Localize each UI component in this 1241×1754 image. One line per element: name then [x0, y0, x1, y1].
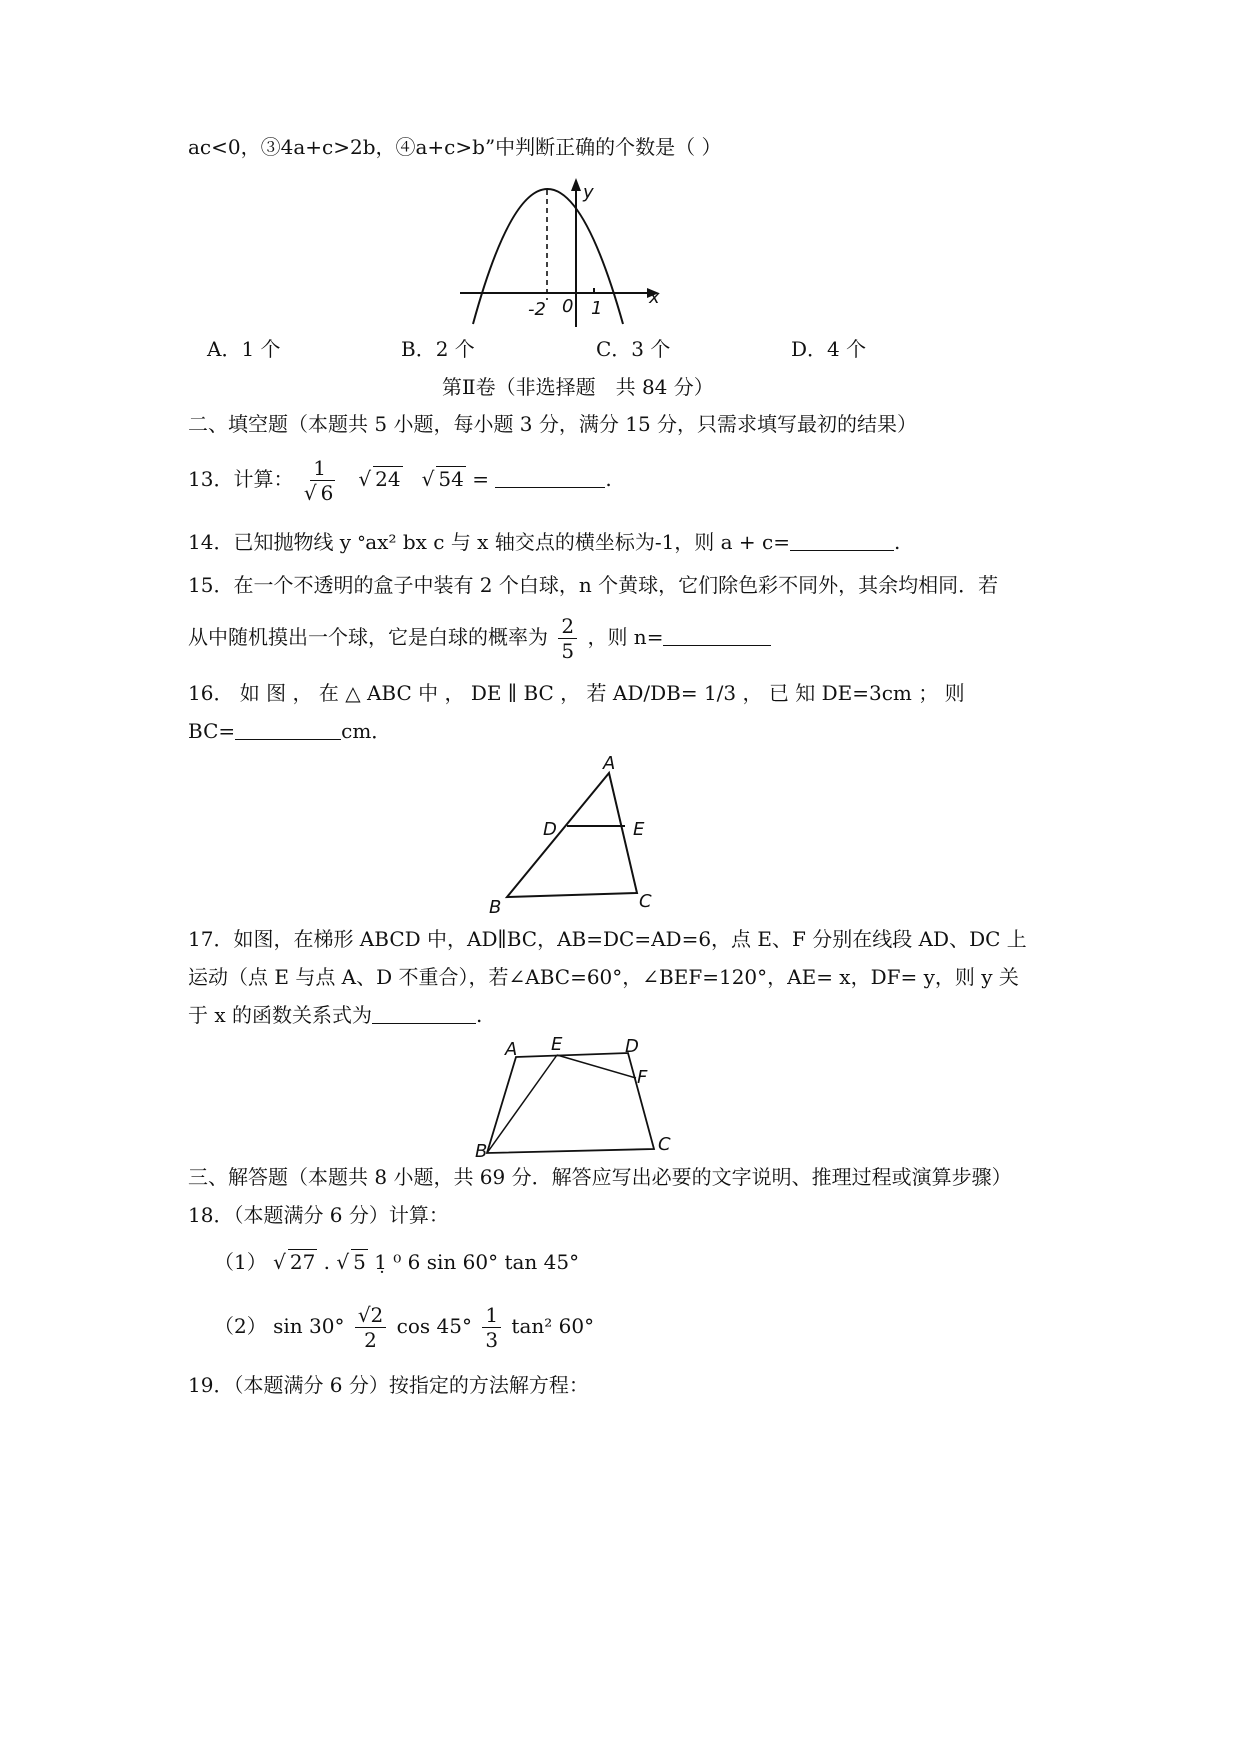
label-c: C: [639, 891, 652, 912]
q17-suffix: .: [476, 1003, 483, 1027]
q12-option-c: C．3 个: [596, 337, 671, 361]
q16-prefix: BC=: [188, 719, 236, 743]
q13-root2: √ 54: [421, 467, 464, 491]
q17-answer-blank[interactable]: [372, 1003, 476, 1024]
q14-text: 14．已知抛物线 y ᐤax² bx c 与 x 轴交点的横坐标为-1，则 a + c=: [188, 530, 791, 554]
x-axis-label: x: [649, 287, 660, 308]
label-b: B: [475, 1141, 488, 1160]
y-axis-label: y: [583, 182, 594, 203]
q18-p2-a: sin 30°: [273, 1314, 345, 1338]
q18-p2-b: cos 45°: [396, 1314, 472, 1338]
q14-answer-blank[interactable]: [790, 530, 894, 551]
y-axis-arrow-icon: [571, 178, 581, 191]
q15-fraction: [558, 614, 577, 663]
q13-answer-blank[interactable]: [495, 467, 605, 488]
q13-eq: =: [472, 467, 489, 491]
q17-prefix: 于 x 的函数关系式为: [188, 1003, 372, 1027]
q12-option-b: B．2 个: [401, 337, 475, 361]
q12-text: ac<0，③4a+c>2b，④a+c>b”中判断正确的个数是（ ）: [188, 135, 722, 159]
origin-label: 0: [562, 296, 574, 317]
trapezoid-abcd: [487, 1053, 654, 1153]
q17-trapezoid-figure: [473, 1035, 688, 1160]
q18-p1-root2: √ 5: [336, 1250, 366, 1274]
q18-part2: [214, 1296, 594, 1356]
q17-line3: [188, 1002, 482, 1028]
q18-p2-f1-num: √2: [355, 1303, 386, 1328]
q15-frac-den: 5: [561, 639, 575, 663]
q16-answer-blank[interactable]: [235, 719, 341, 740]
label-d: D: [543, 819, 557, 840]
triangle-abc: [507, 773, 637, 897]
q16-line1: 16． 如 图 ， 在 △ ABC 中 ， DE ∥ BC ， 若 AD/DB= 1/3 ， 已 知 DE=3cm ； 则: [188, 681, 965, 705]
q16-suffix: cm．: [341, 719, 392, 743]
q18-p2-fraction2: [482, 1303, 501, 1352]
q18-p1-rest: 1̣ ⁰ 6 sin 60° tan 45°: [374, 1250, 580, 1274]
label-a: A: [603, 755, 616, 774]
q18-p1-root1: √ 27: [273, 1250, 316, 1274]
q13-prefix: 13．计算：: [188, 467, 294, 491]
q18-p2-fraction1: [355, 1303, 386, 1352]
segment-ef: [557, 1055, 636, 1078]
q18-p2-label: （2）: [214, 1314, 267, 1338]
q15-line1: 15．在一个不透明的盒子中装有 2 个白球，n 个黄球，它们除色彩不同外，其余均相同．若: [188, 573, 999, 597]
q18-title: 18．（本题满分 6 分）计算：: [188, 1203, 449, 1227]
q16-triangle-figure: [485, 755, 670, 915]
q17-line1: 17．如图，在梯形 ABCD 中，AD∥BC，AB=DC=AD=6，点 E、F 分别在线段 AD、DC 上: [188, 927, 1027, 951]
q15-frac-num: 2: [558, 614, 577, 639]
q13-end: .: [605, 467, 612, 491]
q14-end: .: [894, 530, 901, 554]
q12-parabola-graph: [455, 172, 670, 332]
label-c: C: [658, 1134, 671, 1155]
label-d: D: [625, 1036, 639, 1057]
label-b: B: [489, 897, 502, 915]
section2-title: 二、填空题（本题共 5 小题，每小题 3 分，满分 15 分，只需求填写最初的结果）: [188, 412, 918, 436]
q18-p2-c: tan² 60°: [511, 1314, 595, 1338]
label-a: A: [505, 1039, 518, 1060]
q12-statement: [188, 134, 722, 160]
segment-be: [487, 1055, 557, 1153]
label-e: E: [633, 819, 645, 840]
part2-title: 第Ⅱ卷（非选择题 共 84 分）: [442, 375, 714, 399]
q15-answer-blank[interactable]: [663, 625, 771, 646]
q13-frac-num: 1: [310, 456, 329, 481]
q18-p2-f2-den: 3: [485, 1328, 499, 1352]
q14: [188, 529, 900, 555]
label-e: E: [551, 1035, 563, 1055]
q18-p1-label: （1）: [214, 1250, 267, 1274]
tick-label-one: 1: [591, 298, 603, 319]
tick-label-neg2: -2: [528, 299, 546, 320]
q13: [188, 454, 612, 505]
label-f: F: [637, 1067, 648, 1088]
q13-fraction: [304, 456, 335, 505]
q15-suffix: ，则 n=: [587, 625, 664, 649]
q15-prefix: 从中随机摸出一个球，它是白球的概率为: [188, 625, 548, 649]
section3-title: 三、解答题（本题共 8 小题，共 69 分．解答应写出必要的文字说明、推理过程或演算步骤）: [188, 1165, 1012, 1189]
q17-line2: 运动（点 E 与点 A、D 不重合），若∠ABC=60°，∠BEF=120°，AE= x，DF= y，则 y 关: [188, 965, 1019, 989]
q18-part1: （1） √ 27 . √ 5 1̣ ⁰ 6 sin 60° tan 45°: [214, 1250, 580, 1274]
q16-line2: [188, 718, 391, 744]
q19-title: 19．（本题满分 6 分）按指定的方法解方程：: [188, 1373, 589, 1397]
q18-p2-f1-den: 2: [364, 1328, 377, 1352]
q12-option-d: D．4 个: [791, 337, 867, 361]
q15-line2: [188, 612, 771, 663]
q13-root1: √ 24: [358, 467, 401, 491]
q13-frac-den: √ 6: [303, 481, 334, 505]
q18-p2-f2-num: 1: [482, 1303, 501, 1328]
q12-option-a: A．1 个: [207, 337, 281, 361]
